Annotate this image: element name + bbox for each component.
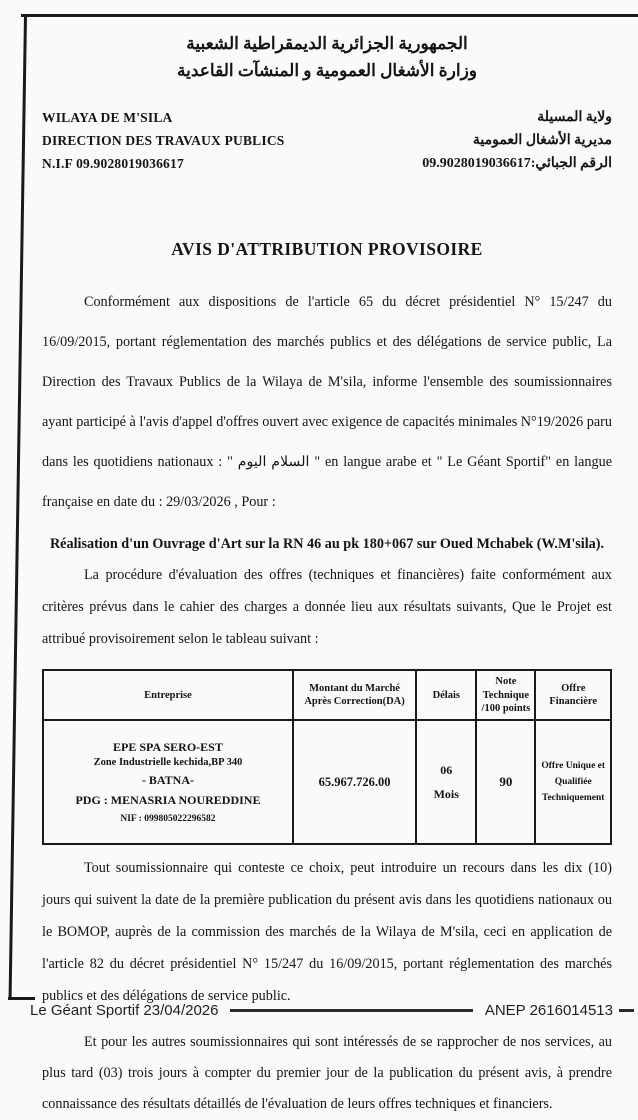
delais-unit: Mois	[433, 787, 459, 802]
footer	[30, 1002, 634, 1019]
entreprise-city: - BATNA-	[141, 773, 195, 788]
paragraph-services: Et pour les autres soumissionnaires qui sont intéressés de se rapprocher de nos services, au plus tard (03) trois jours à compter du premier jour de la publication du présent avis, à prendre connaissance des résultats détaillés de l'évaluation de leurs offres techniques et financiers.	[42, 1033, 612, 1112]
republic-name: الجمهورية الجزائرية الديمقراطية الشعبية	[186, 34, 468, 53]
notice-title: AVIS D'ATTRIBUTION PROVISOIRE	[171, 239, 483, 259]
cell-montant: 65.967.726.00	[293, 720, 416, 844]
cell-entreprise	[43, 720, 293, 844]
footer-journal-date: Le Géant Sportif 23/04/2026	[30, 1002, 219, 1019]
footer-end-dash	[619, 1009, 634, 1012]
delais-value: 06	[440, 763, 453, 778]
letterhead-arabic	[422, 106, 612, 175]
entreprise-name: EPE SPA SERO-EST	[113, 740, 223, 755]
footer-anep-number: ANEP 2616014513	[484, 1002, 613, 1019]
paragraph-recours: Tout soumissionnaire qui conteste ce choix, peut introduire un recours dans les dix (10) jours qui suivent la date de la première publication du présent avis dans les quotidiens nationaux ou le BOMOP, auprès de la commission des marchés de la Wilaya de M'sila, ceci en application de l'article 82 du décret présidentiel N° 15/247 du 16/09/2015, portant réglementation des marchés publics et des délégations de service public.	[42, 860, 612, 1005]
wilaya-line: WILAYA DE M'SILA	[42, 110, 173, 125]
letterhead	[42, 106, 612, 175]
results-table	[42, 669, 612, 845]
entreprise-pdg: PDG : MENASRIA NOUREDDINE	[75, 793, 261, 808]
entreprise-address: Zone Industrielle kechida,BP 340	[93, 757, 243, 769]
cell-offre-financiere: Offre Unique et Qualifiée Techniquement	[535, 720, 611, 844]
table-header-row	[43, 670, 611, 720]
col-header-montant: Montant du Marché Après Correction(DA)	[293, 670, 416, 720]
paragraph-conformement: Conformément aux dispositions de l'article 65 du décret présidentiel N° 15/247 du 16/09/2015, portant réglementation des marchés publics et des délégations de service public, La Direction des Travaux Publics de la Wilaya de M'sila, informe l'ensemble des soumissionnaires ayant participé à l'avis d'appel d'offres ouvert avec exigence de capacités minimales N°19/2026 paru dans les quotidiens nationaux : " السلام اليوم " en langue arabe et " Le Géant Sportif" en langue française en date du : 29/03/2026 , Pour :	[42, 294, 612, 510]
fiscal-number-ar: الرقم الجبائي:09.9028019036617	[422, 156, 612, 171]
cell-note-technique: 90	[476, 720, 535, 844]
nif-line: N.I.F 09.9028019036617	[42, 156, 184, 171]
direction-line-ar: مديرية الأشغال العمومية	[472, 133, 612, 148]
col-header-offre: Offre Financière	[535, 670, 611, 720]
col-header-entreprise: Entreprise	[43, 670, 293, 720]
footer-divider-line	[230, 1009, 472, 1012]
cell-delais	[416, 720, 476, 844]
col-header-note: Note Technique /100 points	[476, 670, 535, 720]
paragraph-procedure: La procédure d'évaluation des offres (techniques et financières) faite conformément aux critères prévus dans le cahier des charges a donnée lieu aux résultats suivants, Que le Projet est attribué provisoirement selon le tableau suivant :	[42, 567, 612, 648]
republic-header	[42, 30, 612, 84]
direction-line: DIRECTION DES TRAVAUX PUBLICS	[42, 133, 285, 148]
ministry-name: وزارة الأشغال العمومية و المنشآت القاعدية	[177, 61, 477, 80]
wilaya-line-ar: ولاية المسيلة	[537, 110, 612, 125]
table-row	[43, 720, 611, 844]
col-header-delais: Délais	[416, 670, 476, 720]
entreprise-nif: NIF : 099805022296582	[120, 814, 216, 825]
letterhead-french	[42, 106, 285, 175]
project-title: Réalisation d'un Ouvrage d'Art sur la RN 46 au pk 180+067 sur Oued Mchabek (W.M'sila).	[49, 536, 605, 553]
